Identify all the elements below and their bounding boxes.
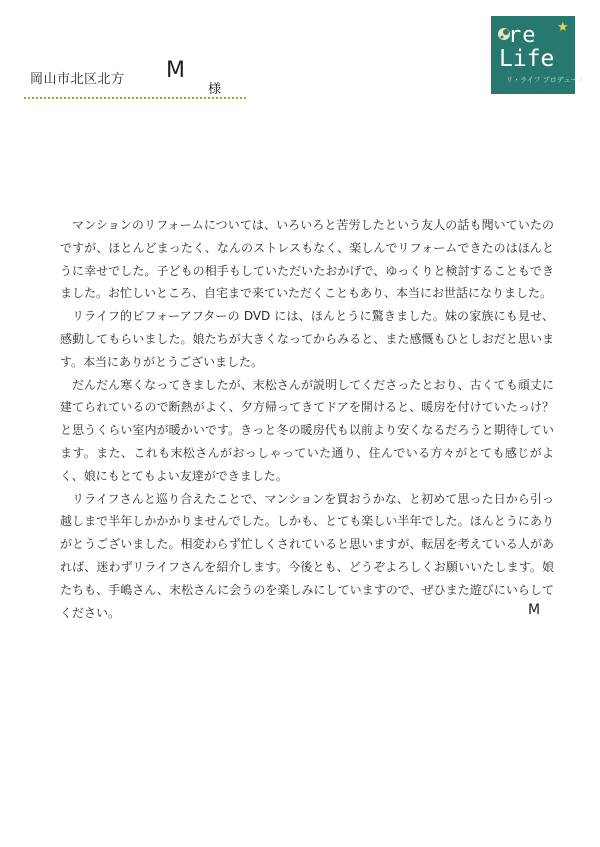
letter-paragraph: リライフ的ビフォーアフターの DVD には、ほんとうに驚きました。妹の家族にも見せ、感動してもらいました。娘たちが大きくなってからみると、また感慨もひとしおだと思います。本当にありがとうございました。 <box>60 309 554 369</box>
star-icon: ★ <box>557 20 569 35</box>
header-divider <box>24 97 246 99</box>
letter-paragraph: マンションのリフォームについては、いろいろと苦労したという友人の話も聞いていたのですが、ほとんどまったく、なんのストレスもなく、楽しんでリフォームできたのはほんとうに幸せでした。子どもの相手もしていただいたおかげで、ゆっくりと検討することもできました。お忙しいところ、自宅まで来ていただくこともあり、本当にお世話になりました。 <box>60 218 554 301</box>
recipient-initial: M <box>166 58 185 83</box>
logo-tagline: リ・ライフ プロデュース <box>506 76 585 84</box>
recipient-honorific: 様 <box>208 82 222 97</box>
recipient-address: 岡山市北区北方 <box>30 72 125 87</box>
relife-logo <box>491 16 585 94</box>
letter-paragraph: リライフさんと巡り合えたことで、マンションを買おうかな、と初めて思った日から引っ越しまで半年しかかかりませんでした。しかも、とても楽しい半年でした。ほんとうにありがとうございました。相変わらず忙しくされていると思いますが、転居を考えている人があれば、迷わずリライフさんを紹介します。今後とも、どうぞよろしくお願いいたします。娘たちも、手嶋さん、末松さんに会うのを楽しみにしていますので、ぜひまた遊びにいらしてください。 <box>60 491 554 620</box>
letter-signature: M <box>528 602 541 618</box>
letter-body <box>60 214 554 624</box>
logo-text-line2: Life <box>499 46 555 72</box>
logo-text-line1: re <box>508 23 537 48</box>
letter-paragraph: だんだん寒くなってきましたが、末松さんが説明してくださったとおり、古くても頑丈に建てられているので断熱がよく、夕方帰ってきてドアを開けると、暖房を付けていたっけ？と思うくらい室内が暖かいです。きっと冬の暖房代も以前より安くなるだろうと期待しています。また、これも末松さんがおっしゃっていた通り、住んでいる方々がとても感じがよく、娘にもとてもよい友達ができました。 <box>60 377 554 483</box>
recipient-header <box>24 58 246 98</box>
